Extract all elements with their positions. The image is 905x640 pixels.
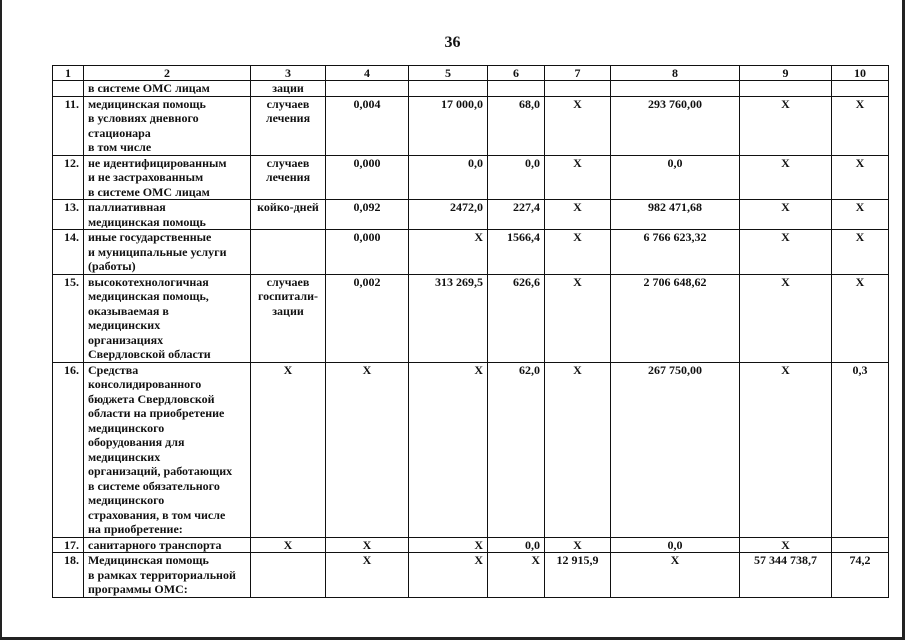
- cell-col5: X: [409, 537, 488, 553]
- cell-col7: X: [545, 155, 611, 200]
- row-unit: [251, 553, 326, 598]
- table-row: [53, 96, 889, 155]
- cell-col10: X: [832, 200, 889, 230]
- cell-col9: X: [740, 230, 832, 275]
- cell-col6: 0,0: [488, 155, 545, 200]
- cell-col10: 0,3: [832, 362, 889, 537]
- cell-col8: 982 471,68: [611, 200, 740, 230]
- header-cell: 10: [832, 66, 889, 81]
- cell-col9: X: [740, 362, 832, 537]
- row-name: санитарного транспорта: [84, 537, 251, 553]
- cell-col5: X: [409, 230, 488, 275]
- cell-col4: X: [326, 553, 409, 598]
- cell-col4: 0,000: [326, 230, 409, 275]
- cell-col9: [740, 81, 832, 97]
- table-row: [53, 537, 889, 553]
- header-cell: 2: [84, 66, 251, 81]
- row-unit: случаев лечения: [251, 96, 326, 155]
- cell-col5: X: [409, 553, 488, 598]
- table-row: [53, 362, 889, 537]
- row-unit: X: [251, 362, 326, 537]
- cell-col10: [832, 537, 889, 553]
- header-cell: 8: [611, 66, 740, 81]
- cell-col6: 0,0: [488, 537, 545, 553]
- cell-col6: 626,6: [488, 274, 545, 362]
- cell-col7: X: [545, 537, 611, 553]
- row-number: 18.: [53, 553, 84, 598]
- row-name: не идентифицированным и не застрахованным в системе ОМС лицам: [84, 155, 251, 200]
- cell-col10: X: [832, 274, 889, 362]
- cell-col10: 74,2: [832, 553, 889, 598]
- cell-col8: [611, 81, 740, 97]
- cell-col7: X: [545, 96, 611, 155]
- cell-col9: X: [740, 537, 832, 553]
- table-row: [53, 155, 889, 200]
- cell-col7: X: [545, 200, 611, 230]
- cell-col7: [545, 81, 611, 97]
- row-number: 12.: [53, 155, 84, 200]
- cell-col4: X: [326, 362, 409, 537]
- row-number: 13.: [53, 200, 84, 230]
- cell-col8: 2 706 648,62: [611, 274, 740, 362]
- cell-col6: X: [488, 553, 545, 598]
- row-number: [53, 81, 84, 97]
- header-cell: 4: [326, 66, 409, 81]
- cell-col5: [409, 81, 488, 97]
- cell-col9: X: [740, 200, 832, 230]
- row-name: паллиативная медицинская помощь: [84, 200, 251, 230]
- cell-col10: X: [832, 96, 889, 155]
- cell-col5: 0,0: [409, 155, 488, 200]
- table-row: [53, 230, 889, 275]
- cell-col8: 267 750,00: [611, 362, 740, 537]
- row-name: иные государственные и муниципальные услуги (работы): [84, 230, 251, 275]
- cell-col6: 227,4: [488, 200, 545, 230]
- header-cell: 5: [409, 66, 488, 81]
- row-name: высокотехнологичная медицинская помощь, оказываемая в медицинских организациях Свердловской области: [84, 274, 251, 362]
- row-number: 11.: [53, 96, 84, 155]
- cell-col6: 1566,4: [488, 230, 545, 275]
- row-number: 15.: [53, 274, 84, 362]
- page-number: 36: [444, 34, 461, 51]
- cell-col8: 0,0: [611, 155, 740, 200]
- cell-col4: 0,092: [326, 200, 409, 230]
- cell-col10: X: [832, 230, 889, 275]
- cell-col6: [488, 81, 545, 97]
- cell-col5: 2472,0: [409, 200, 488, 230]
- cell-col7: X: [545, 274, 611, 362]
- cell-col7: X: [545, 230, 611, 275]
- table-row: [53, 553, 889, 598]
- cell-col4: 0,004: [326, 96, 409, 155]
- scan-edge-left: [0, 0, 2, 640]
- row-name: в системе ОМС лицам: [84, 81, 251, 97]
- header-cell: 6: [488, 66, 545, 81]
- header-row: [53, 66, 889, 81]
- row-number: 16.: [53, 362, 84, 537]
- row-name: Средства консолидированного бюджета Свердловской области на приобретение медицинского оборудования для медицинских организаций, работающих в системе обязательного медицинского страхования, в том числе на приобретение:: [84, 362, 251, 537]
- cell-col7: 12 915,9: [545, 553, 611, 598]
- header-cell: 9: [740, 66, 832, 81]
- cell-col9: X: [740, 155, 832, 200]
- cell-col9: 57 344 738,7: [740, 553, 832, 598]
- row-name: Медицинская помощь в рамках территориальной программы ОМС:: [84, 553, 251, 598]
- cell-col4: 0,000: [326, 155, 409, 200]
- table-row: [53, 81, 889, 97]
- header-cell: 3: [251, 66, 326, 81]
- row-unit: зации: [251, 81, 326, 97]
- row-unit: случаев лечения: [251, 155, 326, 200]
- cell-col10: [832, 81, 889, 97]
- cell-col5: 17 000,0: [409, 96, 488, 155]
- cell-col8: 6 766 623,32: [611, 230, 740, 275]
- row-number: 17.: [53, 537, 84, 553]
- cell-col9: X: [740, 96, 832, 155]
- row-unit: койко-дней: [251, 200, 326, 230]
- cell-col6: 68,0: [488, 96, 545, 155]
- cell-col10: X: [832, 155, 889, 200]
- data-table: [52, 65, 889, 598]
- cell-col8: 293 760,00: [611, 96, 740, 155]
- cell-col7: X: [545, 362, 611, 537]
- header-cell: 7: [545, 66, 611, 81]
- cell-col8: X: [611, 553, 740, 598]
- row-unit: [251, 230, 326, 275]
- header-cell: 1: [53, 66, 84, 81]
- cell-col5: X: [409, 362, 488, 537]
- row-unit: случаев госпитали- зации: [251, 274, 326, 362]
- row-name: медицинская помощь в условиях дневного стационара в том числе: [84, 96, 251, 155]
- cell-col4: [326, 81, 409, 97]
- row-unit: X: [251, 537, 326, 553]
- cell-col4: 0,002: [326, 274, 409, 362]
- cell-col6: 62,0: [488, 362, 545, 537]
- cell-col4: X: [326, 537, 409, 553]
- table-row: [53, 274, 889, 362]
- table-row: [53, 200, 889, 230]
- cell-col5: 313 269,5: [409, 274, 488, 362]
- row-number: 14.: [53, 230, 84, 275]
- cell-col8: 0,0: [611, 537, 740, 553]
- cell-col9: X: [740, 274, 832, 362]
